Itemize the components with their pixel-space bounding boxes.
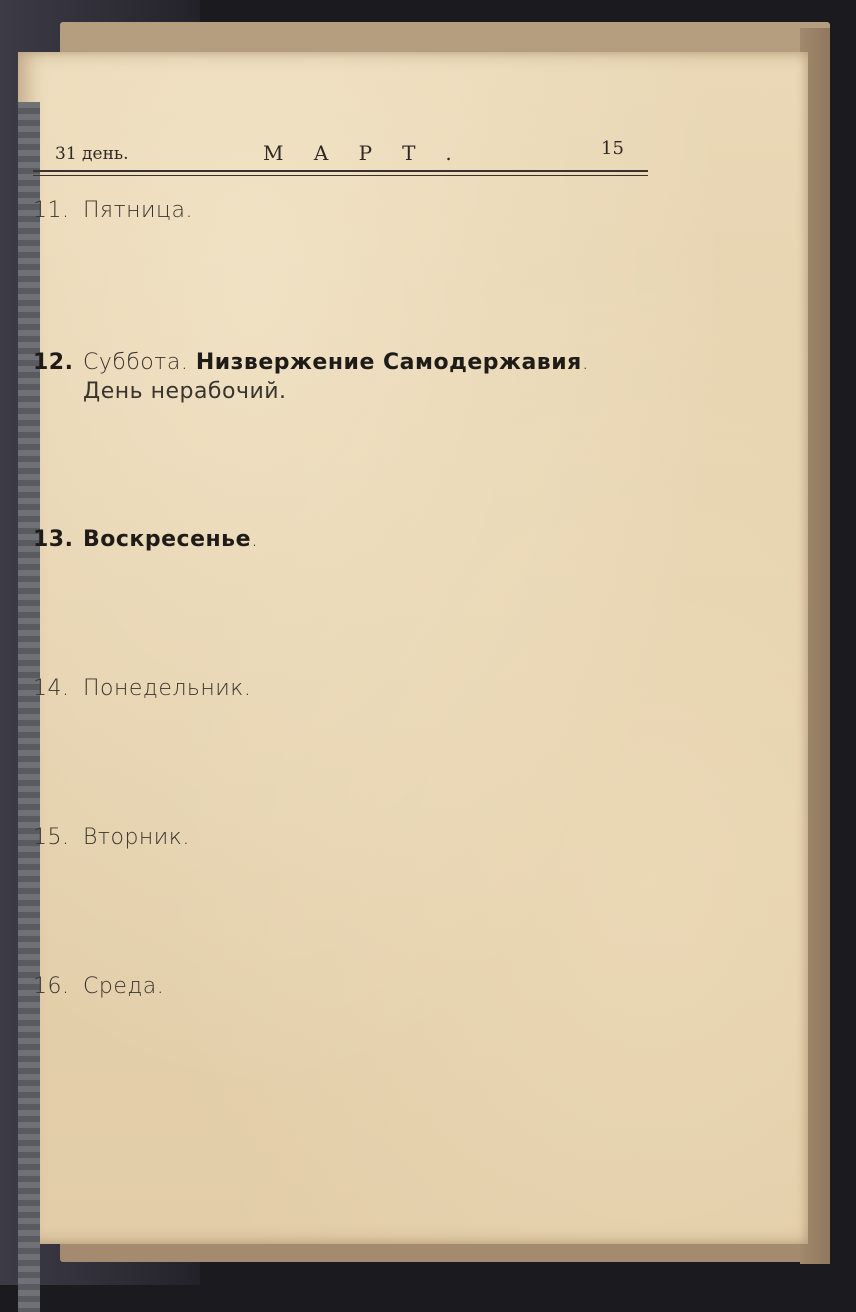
entry-weekday-period: . <box>251 527 259 552</box>
diary-entry-16 <box>33 974 164 999</box>
entry-date: 13. <box>33 527 74 552</box>
entry-weekday: Среда. <box>83 974 165 999</box>
diary-entry-12 <box>33 350 589 375</box>
entry-date: 16. <box>33 974 70 999</box>
holiday-title-period: . <box>581 350 590 375</box>
entry-date: 15. <box>33 825 70 850</box>
month-title: МАРТ. <box>263 141 482 165</box>
diary-entry-13 <box>33 527 259 552</box>
entry-date: 12. <box>33 350 74 375</box>
days-in-month: 31 день. <box>55 144 129 164</box>
diary-entry-14 <box>33 676 251 701</box>
diary-page <box>18 52 808 1244</box>
entry-weekday: Понедельник. <box>83 676 252 701</box>
entry-note: День нерабочий. <box>83 379 287 404</box>
entry-weekday: Пятница. <box>83 198 193 223</box>
diary-entry-15 <box>33 825 190 850</box>
page-header <box>33 130 648 180</box>
entry-date: 14. <box>33 676 70 701</box>
diary-entry-11 <box>33 198 193 223</box>
header-rule-thin <box>33 175 648 176</box>
header-rule <box>33 170 648 172</box>
holiday-title: Низвержение Самодержавия <box>195 350 582 375</box>
entry-weekday: Вторник. <box>83 825 190 850</box>
entry-weekday: Воскресенье <box>83 527 252 552</box>
page-number: 15 <box>601 138 624 159</box>
entry-weekday: Суббота. <box>83 350 189 375</box>
entry-date: 11. <box>33 198 70 223</box>
book-spine <box>18 102 40 1312</box>
